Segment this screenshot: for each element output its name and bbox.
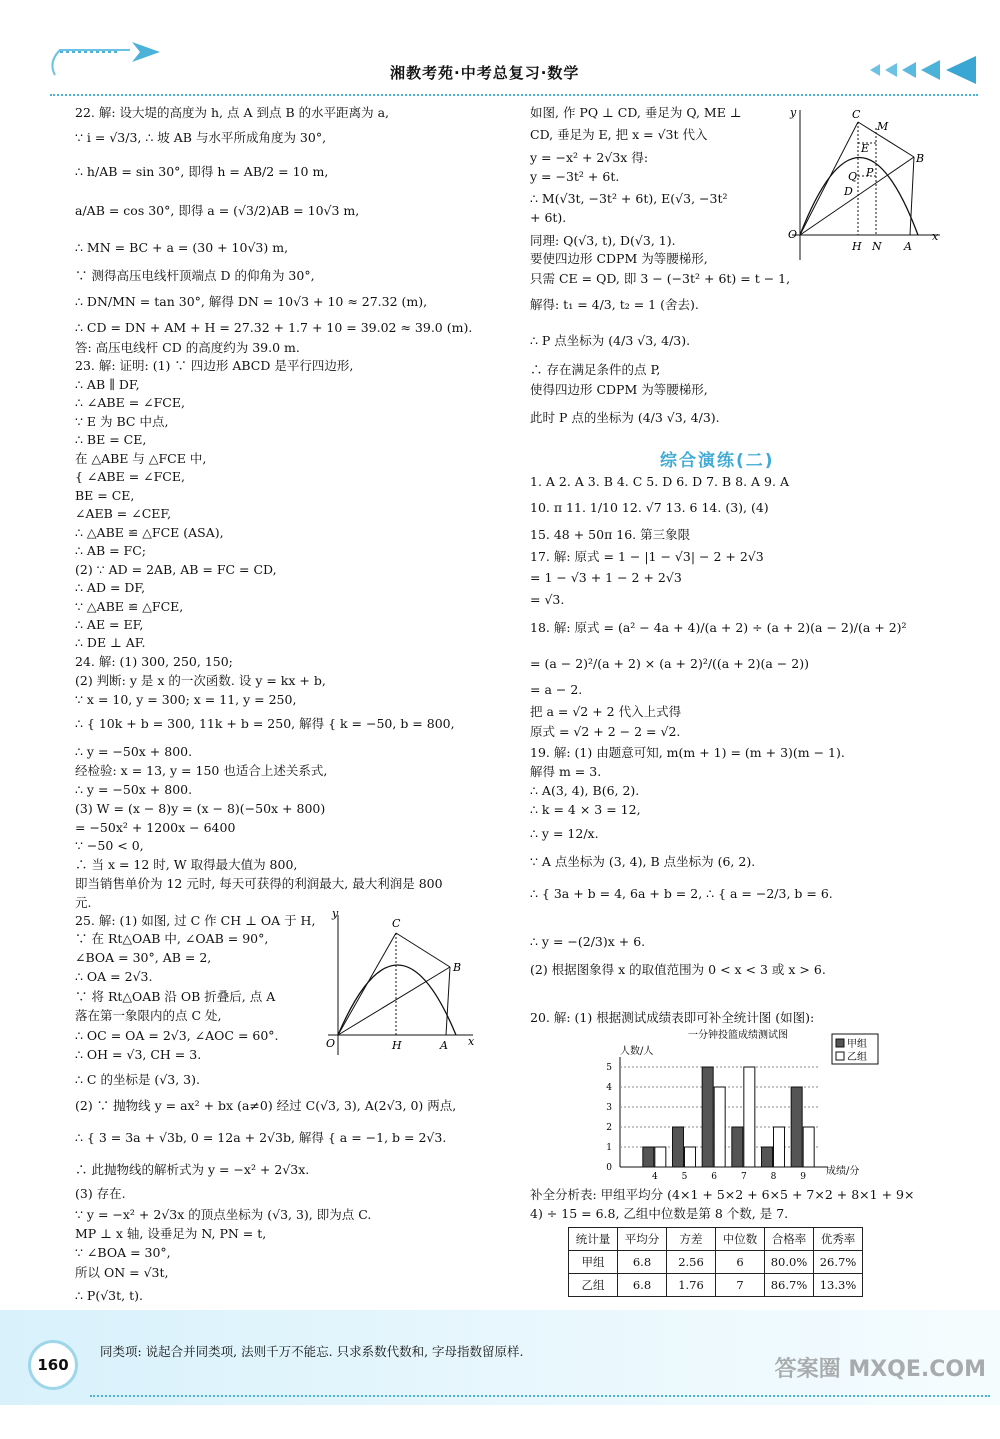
text-line: 只需 CE = QD, 即 3 − (−3t² + 6t) = t − 1,: [530, 271, 791, 286]
chart-legend: [832, 1034, 878, 1064]
text-line: ∴ ∠ABE = ∠FCE,: [75, 395, 185, 410]
text-line: 答: 高压电线杆 CD 的高度约为 39.0 m.: [75, 340, 300, 355]
text-line: 19. 解: (1) 由题意可知, m(m + 1) = (m + 3)(m − 1).: [530, 745, 845, 760]
table-header-cell: 合格率: [765, 1228, 814, 1251]
table-cell: 乙组: [569, 1274, 618, 1297]
text-line: = −50x² + 1200x − 6400: [75, 820, 236, 835]
text-line: = (a − 2)²/(a + 2) × (a + 2)²/((a + 2)(a − 2)): [530, 656, 809, 671]
table-header-cell: 统计量: [569, 1228, 618, 1251]
text-line: ∴ y = −50x + 800.: [75, 744, 193, 759]
fig-label-x: x: [468, 1035, 475, 1048]
text-line: ∴ AB = FC;: [75, 543, 147, 558]
text-line: 落在第一象限内的点 C 处,: [75, 1008, 222, 1023]
text-line: 25. 解: (1) 如图, 过 C 作 CH ⊥ OA 于 H,: [75, 913, 316, 928]
fig-label-m: M: [877, 120, 889, 133]
chart-bar: [803, 1127, 814, 1167]
fig-label-e: E: [861, 142, 870, 155]
text-line: ∴ OA = 2√3.: [75, 969, 153, 984]
text-line: ∵ 在 Rt△OAB 中, ∠OAB = 90°,: [75, 931, 269, 946]
text-line: 22. 解: 设大堤的高度为 h, 点 A 到点 B 的水平距离为 a,: [75, 105, 390, 120]
text-line: ∵ 将 Rt△OAB 沿 OB 折叠后, 点 A: [75, 989, 276, 1004]
chart-ytick-label: 1: [606, 1143, 612, 1153]
table-cell: 6.8: [618, 1251, 667, 1274]
text-line: 1. A 2. A 3. B 4. C 5. D 6. D 7. B 8. A 9. A: [530, 474, 789, 489]
text-line: ∴ △ABE ≌ △FCE (ASA),: [75, 525, 224, 540]
text-line: ∴ 当 x = 12 时, W 取得最大值为 800,: [75, 857, 298, 872]
text-line: = a − 2.: [530, 682, 583, 697]
text-line: ∵ y = −x² + 2√3x 的顶点坐标为 (√3, 3), 即为点 C.: [75, 1207, 372, 1222]
legend-yi: 乙组: [847, 1052, 867, 1063]
text-line: ∴ AD = DF,: [75, 580, 146, 595]
chart-bar: [774, 1127, 785, 1167]
text-line: 解得 m = 3.: [530, 764, 602, 779]
parabola-figure-right: [782, 100, 942, 265]
text-line: 在 △ABE 与 △FCE 中,: [75, 451, 207, 466]
text-line: 解得: t₁ = 4/3, t₂ = 1 (舍去).: [530, 297, 699, 312]
legend-jia: 甲组: [847, 1039, 867, 1050]
text-line: 15. 48 + 50π 16. 第三象限: [530, 527, 691, 542]
arrow-right-icon: [132, 42, 160, 62]
text-line: ∴ OH = √3, CH = 3.: [75, 1047, 202, 1062]
chart-bar: [702, 1067, 713, 1167]
text-line: ∵ i = √3/3, ∴ 坡 AB 与水平所成角度为 30°,: [75, 130, 327, 145]
page-number: 160: [28, 1340, 78, 1390]
chart-ylabel: 人数/人: [620, 1046, 654, 1057]
chart-bar: [643, 1147, 654, 1167]
text-line: ∴ { 10k + b = 300, 11k + b = 250, 解得 { k = −50, b = 800,: [75, 716, 455, 731]
watermark-text: 答案圈 MXQE.COM: [774, 1357, 986, 1382]
chart-bar: [685, 1147, 696, 1167]
legend-swatch-yi: [836, 1052, 844, 1060]
text-line: ∠AEB = ∠CEF,: [75, 506, 172, 521]
text-line: 4) ÷ 15 = 6.8, 乙组中位数是第 8 个数, 是 7.: [530, 1206, 789, 1221]
text-line: ∴ k = 4 × 3 = 12,: [530, 802, 641, 817]
fig-label-n: N: [872, 240, 882, 253]
fig-label-y: y: [790, 106, 797, 119]
footer-divider: [90, 1395, 990, 1397]
page-title: 湘教考苑·中考总复习·数学: [390, 64, 580, 82]
text-line: 元.: [75, 895, 92, 910]
text-line: ∴ AB ∥ DF,: [75, 377, 140, 392]
text-line: ∵ A 点坐标为 (3, 4), B 点坐标为 (6, 2).: [530, 854, 756, 869]
fig-label-x: x: [932, 230, 939, 243]
text-line: ∴ y = −(2/3)x + 6.: [530, 934, 646, 949]
section-title: 综合演练(二): [660, 451, 775, 471]
text-line: 原式 = √2 + 2 − 2 = √2.: [530, 724, 681, 739]
text-line: ∵ 测得高压电线杆顶端点 D 的仰角为 30°,: [75, 268, 315, 283]
text-line: ∴ y = −50x + 800.: [75, 782, 193, 797]
fig-label-d: D: [844, 185, 853, 198]
parabola-figure-left: [308, 905, 478, 1065]
text-line: (2) 根据图象得 x 的取值范围为 0 < x < 3 或 x > 6.: [530, 962, 826, 977]
text-line: 17. 解: 原式 = 1 − |1 − √3| − 2 + 2√3: [530, 549, 764, 564]
text-line: ∵ △ABE ≌ △FCE,: [75, 599, 184, 614]
chart-bar: [791, 1087, 802, 1167]
chart-xtick-label: 5: [681, 1172, 688, 1182]
chart-ytick-label: 4: [606, 1083, 612, 1093]
chart-ytick-label: 2: [606, 1123, 612, 1133]
table-cell: 86.7%: [765, 1274, 814, 1297]
arrow-left-icon: [870, 64, 880, 76]
text-line: ∴ { 3 = 3a + √3b, 0 = 12a + 2√3b, 解得 { a = −1, b = 2√3.: [75, 1130, 447, 1145]
legend-swatch-jia: [836, 1039, 844, 1047]
text-line: ∴ CD = DN + AM + H = 27.32 + 1.7 + 10 = 39.02 ≈ 39.0 (m).: [75, 320, 473, 335]
text-line: 23. 解: 证明: (1) ∵ 四边形 ABCD 是平行四边形,: [75, 358, 354, 373]
text-line: ∴ 此抛物线的解析式为 y = −x² + 2√3x.: [75, 1162, 310, 1177]
text-line: MP ⊥ x 轴, 设垂足为 N, PN = t,: [75, 1226, 267, 1241]
header-decoration: [0, 0, 1000, 100]
text-line: ∴ OC = OA = 2√3, ∠AOC = 60°.: [75, 1028, 279, 1043]
fig-label-c: C: [852, 108, 861, 121]
text-line: (2) 判断: y 是 x 的一次函数. 设 y = kx + b,: [75, 673, 326, 688]
text-line: ∴ DE ⊥ AF.: [75, 635, 146, 650]
table-cell: 80.0%: [765, 1251, 814, 1274]
text-line: 即当销售单价为 12 元时, 每天可获得的利润最大, 最大利润是 800: [75, 876, 443, 891]
text-line: ∴ y = 12/x.: [530, 826, 599, 841]
chart-bar: [762, 1147, 773, 1167]
text-line: 把 a = √2 + 2 代入上式得: [530, 704, 682, 719]
text-line: + 6t).: [530, 210, 567, 225]
table-header-cell: 平均分: [618, 1228, 667, 1251]
text-line: y = −x² + 2√3x 得:: [530, 150, 649, 165]
table-header-row: [569, 1228, 863, 1251]
chart-ytick-label: 0: [606, 1163, 612, 1173]
text-line: { ∠ABE = ∠FCE,: [75, 469, 185, 484]
text-line: 如图, 作 PQ ⊥ CD, 垂足为 Q, ME ⊥: [530, 105, 742, 120]
text-line: 10. π 11. 1/10 12. √7 13. 6 14. (3), (4): [530, 500, 769, 515]
text-line: 经检验: x = 13, y = 150 也适合上述关系式,: [75, 763, 328, 778]
text-line: ∵ x = 10, y = 300; x = 11, y = 250,: [75, 692, 297, 707]
text-line: BE = CE,: [75, 488, 135, 503]
chart-xtick-label: 4: [651, 1172, 658, 1182]
fig-label-o: O: [326, 1037, 336, 1050]
fig-label-h: H: [392, 1039, 402, 1052]
text-line: 18. 解: 原式 = (a² − 4a + 4)/(a + 2) ÷ (a + 2)(a − 2)/(a + 2)²: [530, 620, 907, 635]
table-row: [569, 1274, 863, 1297]
watermark: [775, 1352, 986, 1383]
fig-label-b: B: [453, 961, 462, 974]
text-line: = √3.: [530, 592, 565, 607]
text-line: ∴ BE = CE,: [75, 432, 147, 447]
text-line: 所以 ON = √3t,: [75, 1265, 169, 1280]
text-line: 此时 P 点的坐标为 (4/3 √3, 4/3).: [530, 410, 720, 425]
chart-bar: [673, 1127, 684, 1167]
table-cell: 甲组: [569, 1251, 618, 1274]
table-header-cell: 方差: [667, 1228, 716, 1251]
text-line: ∵ ∠BOA = 30°,: [75, 1245, 171, 1260]
table-cell: 1.76: [667, 1274, 716, 1297]
text-line: (3) W = (x − 8)y = (x − 8)(−50x + 800): [75, 801, 326, 816]
text-line: ∵ E 为 BC 中点,: [75, 414, 169, 429]
page-header: [0, 0, 1000, 100]
chart-ytick-label: 5: [606, 1063, 612, 1073]
chart-xlabel: 成绩/分: [826, 1166, 860, 1177]
fig-label-c: C: [392, 917, 401, 930]
fig-label-y: y: [332, 907, 339, 920]
text-line: 要使四边形 CDPM 为等腰梯形,: [530, 251, 708, 266]
table-cell: 2.56: [667, 1251, 716, 1274]
chart-bar: [732, 1127, 743, 1167]
fig-label-q: Q: [848, 170, 858, 183]
text-line: 补全分析表: 甲组平均分 (4×1 + 5×2 + 6×5 + 7×2 + 8×1 + 9×: [530, 1187, 915, 1202]
table-cell: 26.7%: [814, 1251, 863, 1274]
table-header-cell: 中位数: [716, 1228, 765, 1251]
text-line: ∵ −50 < 0,: [75, 838, 144, 853]
text-line: ∴ AE = EF,: [75, 617, 144, 632]
chart-ytick-label: 3: [606, 1103, 612, 1113]
chart-bar: [655, 1147, 666, 1167]
text-line: ∴ C 的坐标是 (√3, 3).: [75, 1072, 200, 1087]
chart-bar: [714, 1087, 725, 1167]
table-cell: 6: [716, 1251, 765, 1274]
fig-label-a: A: [440, 1039, 448, 1052]
chart-xtick-label: 7: [740, 1172, 747, 1182]
text-line: ∴ A(3, 4), B(6, 2).: [530, 783, 640, 798]
table-cell: 7: [716, 1274, 765, 1297]
chart-xtick-label: 8: [770, 1172, 777, 1182]
table-row: [569, 1251, 863, 1274]
table-header-cell: 优秀率: [814, 1228, 863, 1251]
text-line: ∴ P 点坐标为 (4/3 √3, 4/3).: [530, 333, 691, 348]
text-line: 20. 解: (1) 根据测试成绩表即可补全统计图 (如图):: [530, 1010, 815, 1025]
text-line: 24. 解: (1) 300, 250, 150;: [75, 654, 233, 669]
chart-title: 一分钟投篮成绩测试图: [688, 1030, 788, 1041]
chart-xtick-label: 9: [800, 1172, 807, 1182]
text-line: y = −3t² + 6t.: [530, 169, 620, 184]
fig-label-p: P: [866, 166, 874, 179]
text-line: 使得四边形 CDPM 为等腰梯形,: [530, 382, 708, 397]
chart-bar: [744, 1067, 755, 1167]
text-line: ∴ DN/MN = tan 30°, 解得 DN = 10√3 + 10 ≈ 27.32 (m),: [75, 294, 428, 309]
text-line: ∴ h/AB = sin 30°, 即得 h = AB/2 = 10 m,: [75, 164, 329, 179]
text-line: (2) ∵ 抛物线 y = ax² + bx (a≠0) 经过 C(√3, 3), A(2√3, 0) 两点,: [75, 1098, 457, 1113]
header-divider: [50, 94, 978, 96]
chart-xtick-label: 6: [711, 1172, 718, 1182]
bar-chart: [600, 1022, 930, 1187]
text-line: ∴ M(√3t, −3t² + 6t), E(√3, −3t²: [530, 191, 728, 206]
fig-label-o: O: [788, 228, 798, 241]
text-line: ∴ 存在满足条件的点 P,: [530, 362, 661, 377]
fig-label-h: H: [852, 240, 862, 253]
text-line: (3) 存在.: [75, 1186, 126, 1201]
text-line: = 1 − √3 + 1 − 2 + 2√3: [530, 570, 682, 585]
text-line: CD, 垂足为 E, 把 x = √3t 代入: [530, 127, 708, 142]
footer-tip: 同类项: 说起合并同类项, 法则千万不能忘. 只求系数代数和, 字母指数留原样.: [100, 1344, 524, 1359]
table-cell: 6.8: [618, 1274, 667, 1297]
fig-label-b: B: [916, 152, 925, 165]
table-cell: 13.3%: [814, 1274, 863, 1297]
text-line: a/AB = cos 30°, 即得 a = (√3/2)AB = 10√3 m,: [75, 203, 360, 218]
text-line: 同理: Q(√3, t), D(√3, 1).: [530, 233, 676, 248]
text-line: ∴ P(√3t, t).: [75, 1288, 143, 1303]
text-line: (2) ∵ AD = 2AB, AB = FC = CD,: [75, 562, 277, 577]
text-line: ∠BOA = 30°, AB = 2,: [75, 950, 212, 965]
text-line: ∴ MN = BC + a = (30 + 10√3) m,: [75, 240, 289, 255]
text-line: ∴ { 3a + b = 4, 6a + b = 2, ∴ { a = −2/3, b = 6.: [530, 886, 833, 901]
stats-table: [568, 1227, 863, 1297]
fig-label-a: A: [904, 240, 912, 253]
